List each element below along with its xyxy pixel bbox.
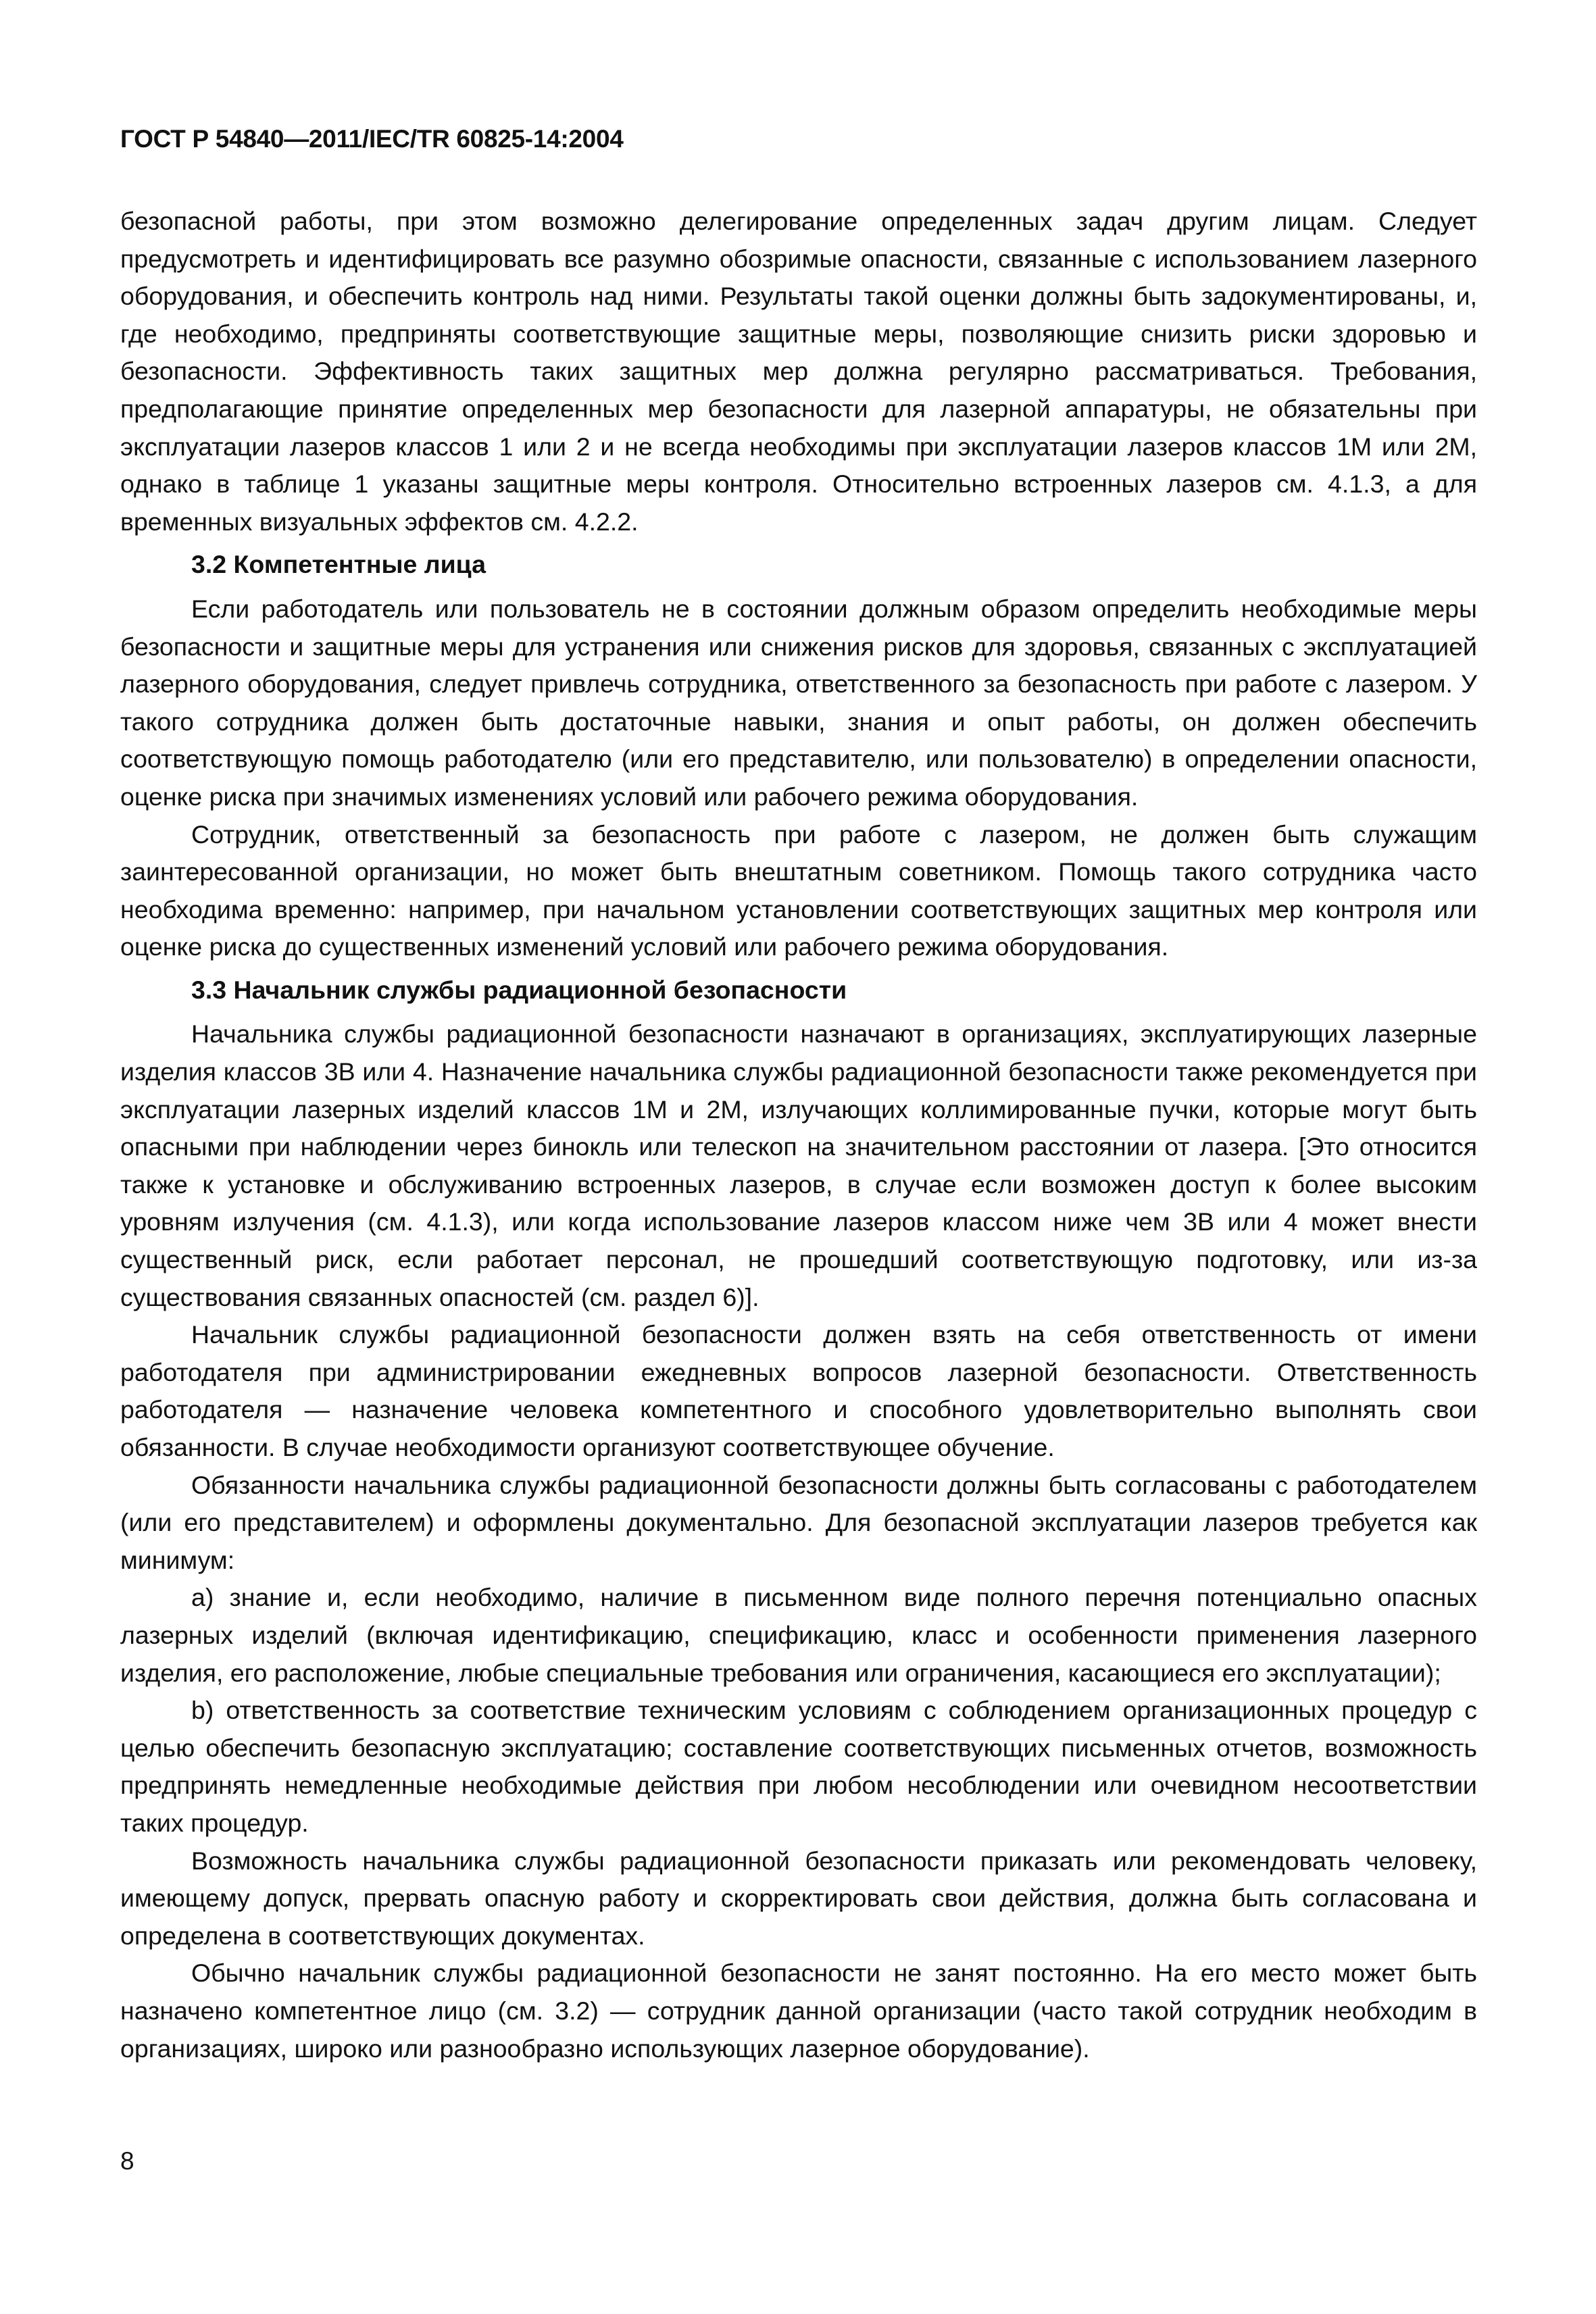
section-heading-3-2: 3.2 Компетентные лица [191, 550, 487, 579]
paragraph: Сотрудник, ответственный за безопасность при работе с лазером, не должен быть служащим заинтересованной организации, но может быть внештатным советником. Помощь такого сотрудника часто необходима временно: например, при начальном установлении соответствующих защитных мер контроля или оценке риска до существенных изменений условий или рабочего режима оборудования. [120, 820, 1477, 961]
paragraph: Возможность начальника службы радиационной безопасности приказать или рекомендовать человеку, имеющему допуск, прервать опасную работу и скорректировать свои действия, должна быть согласована и определена в соответствующих документах. [120, 1846, 1477, 1950]
list-item-b: b) ответственность за соответствие техническим условиям с соблюдением организационных процедур с целью обеспечить безопасную эксплуатацию; составление соответствующих письменных отчетов, возможность предпринять немедленные необходимые действия при любом несоблюдении или очевидном несоответствии таких процедур. [120, 1696, 1477, 1837]
document-body [120, 203, 1477, 2067]
document-header: ГОСТ Р 54840—2011/IEC/TR 60825-14:2004 [120, 125, 624, 153]
paragraph: Обычно начальник службы радиационной безопасности не занят постоянно. На его место может быть назначено компетентное лицо (см. 3.2) — сотрудник данной организации (часто такой сотрудник необходим в организациях, широко или разнообразно использующих лазерное оборудование). [120, 1959, 1477, 2063]
paragraph: Начальник службы радиационной безопасности должен взять на себя ответственность от имени работодателя при администрировании ежедневных вопросов лазерной безопасности. Ответственность работодателя — назначение человека компетентного и способного удовлетворительно выполнять свои обязанности. В случае необходимости организуют соответствующее обучение. [120, 1320, 1477, 1461]
list-item-a: а) знание и, если необходимо, наличие в письменном виде полного перечня потенциально опасных лазерных изделий (включая идентификацию, спецификацию, класс и особенности применения лазерного изделия, его расположение, любые специальные требования или ограничения, касающиеся его эксплуатации); [120, 1583, 1477, 1687]
paragraph: Если работодатель или пользователь не в состоянии должным образом определить необходимые меры безопасности и защитные меры для устранения или снижения рисков для здоровья, связанных с эксплуатацией лазерного оборудования, следует привлечь сотрудника, ответственного за безопасность при работе с лазером. У такого сотрудника должен быть достаточные навыки, знания и опыт работы, он должен обеспечить соответствующую помощь работодателю (или его представителю, или пользователю) в определении опасности, оценке риска при значимых изменениях условий или рабочего режима оборудования. [120, 594, 1477, 811]
section-heading-3-3: 3.3 Начальник службы радиационной безопасности [191, 975, 847, 1004]
paragraph-continued: безопасной работы, при этом возможно делегирование определенных задач другим лицам. Следует предусмотреть и идентифицировать все разумно обозримые опасности, связанные с использованием лазерного оборудования, и обеспечить контроль над ними. Результаты такой оценки должны быть задокументированы, и, где необходимо, предприняты соответствующие защитные меры, позволяющие снизить риски здоровью и безопасности. Эффективность таких защитных мер должна регулярно рассматриваться. Требования, предполагающие принятие определенных мер безопасности для лазерной аппаратуры, не обязательны при эксплуатации лазеров классов 1 или 2 и не всегда необходимы при эксплуатации лазеров классов 1М или 2М, однако в таблице 1 указаны защитные меры контроля. Относительно встроенных лазеров см. 4.1.3, а для временных визуальных эффектов см. 4.2.2. [120, 207, 1477, 536]
paragraph: Начальника службы радиационной безопасности назначают в организациях, эксплуатирующих лазерные изделия классов 3В или 4. Назначение начальника службы радиационной безопасности также рекомендуется при эксплуатации лазерных изделий классов 1М и 2М, излучающих коллимированные пучки, которые могут быть опасными при наблюдении через бинокль или телескоп на значительном расстоянии от лазера. [Это относится также к установке и обслуживанию встроенных лазеров, в случае если возможен доступ к более высоким уровням излучения (см. 4.1.3), или когда использование лазеров классом ниже чем 3В или 4 может внести существенный риск, если работает персонал, не прошедший соответствующую подготовку, или из-за существования связанных опасностей (см. раздел 6)]. [120, 1020, 1477, 1311]
page-number: 8 [120, 2147, 134, 2175]
paragraph: Обязанности начальника службы радиационной безопасности должны быть согласованы с работодателем (или его представителем) и оформлены документально. Для безопасной эксплуатации лазеров требуется как минимум: [120, 1470, 1477, 1574]
